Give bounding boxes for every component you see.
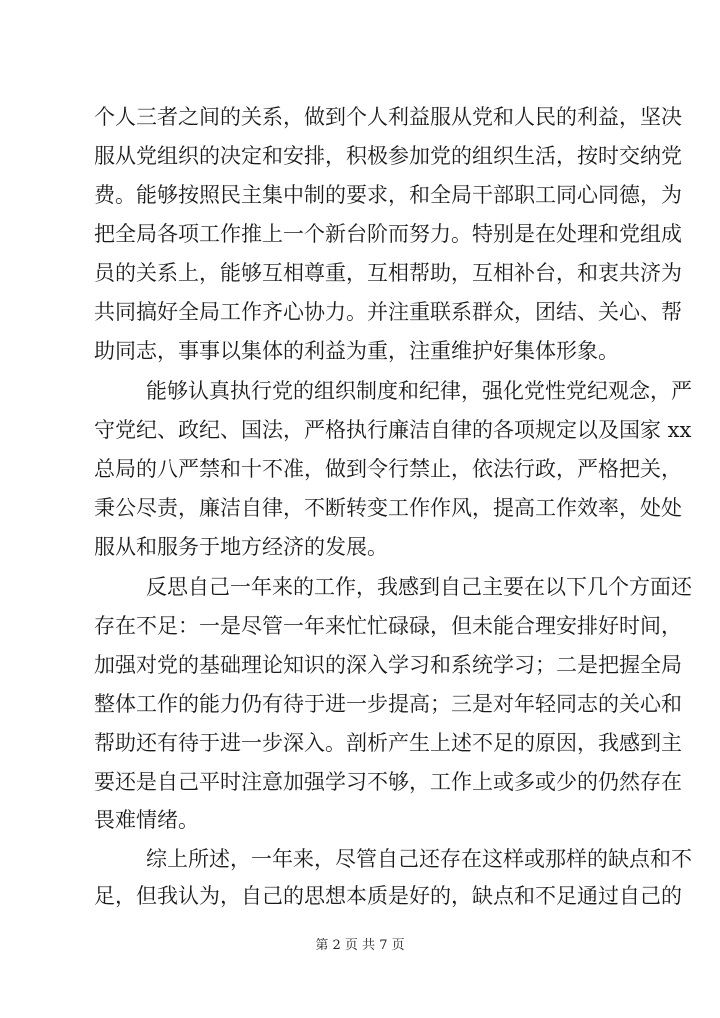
paragraph-line: 共同搞好全局工作齐心协力。并注重联系群众，团结、关心、帮 (94, 300, 682, 324)
paragraph-line: 帮助还有待于进一步深入。剖析产生上述不足的原因，我感到主 (94, 731, 682, 755)
paragraph-line: 把全局各项工作推上一个新台阶而努力。特别是在处理和党组成 (94, 222, 682, 246)
paragraph-line: 反思自己一年来的工作，我感到自己主要在以下几个方面还 (146, 575, 692, 599)
paragraph-line: 个人三者之间的关系，做到个人利益服从党和人民的利益，坚决 (94, 105, 682, 129)
paragraph-line: 存在不足：一是尽管一年来忙忙碌碌，但未能合理安排好时间， (94, 614, 682, 638)
paragraph-line: 费。能够按照民主集中制的要求，和全局干部职工同心同德，为 (94, 183, 682, 207)
paragraph-line: 服从和服务于地方经济的发展。 (94, 535, 388, 559)
paragraph-line: 守党纪、政纪、国法，严格执行廉洁自律的各项规定以及国家 xx (94, 418, 692, 442)
paragraph-line: 服从党组织的决定和安排，积极参加党的组织生活，按时交纳党 (94, 144, 682, 168)
paragraph-line: 整体工作的能力仍有待于进一步提高；三是对年轻同志的关心和 (94, 692, 682, 716)
paragraph-line: 综上所述，一年来，尽管自己还存在这样或那样的缺点和不 (146, 847, 692, 871)
paragraph-line: 总局的八严禁和十不准，做到令行禁止，依法行政，严格把关， (94, 457, 682, 481)
paragraph-line: 能够认真执行党的组织制度和纪律，强化党性党纪观念，严 (146, 379, 692, 403)
page-number-footer: 第 2 页 共 7 页 (315, 938, 405, 953)
paragraph-line: 足，但我认为，自己的思想本质是好的，缺点和不足通过自己的 (94, 884, 682, 908)
paragraph-line: 秉公尽责，廉洁自律，不断转变工作作风，提高工作效率，处处 (94, 496, 682, 520)
paragraph-line: 员的关系上，能够互相尊重，互相帮助，互相补台，和衷共济为 (94, 261, 682, 285)
paragraph-line: 畏难情绪。 (94, 808, 199, 832)
paragraph-line: 加强对党的基础理论知识的深入学习和系统学习；二是把握全局 (94, 653, 682, 677)
paragraph-line: 要还是自己平时注意加强学习不够，工作上或多或少的仍然存在 (94, 770, 682, 794)
paragraph-line: 助同志，事事以集体的利益为重，注重维护好集体形象。 (94, 339, 619, 363)
